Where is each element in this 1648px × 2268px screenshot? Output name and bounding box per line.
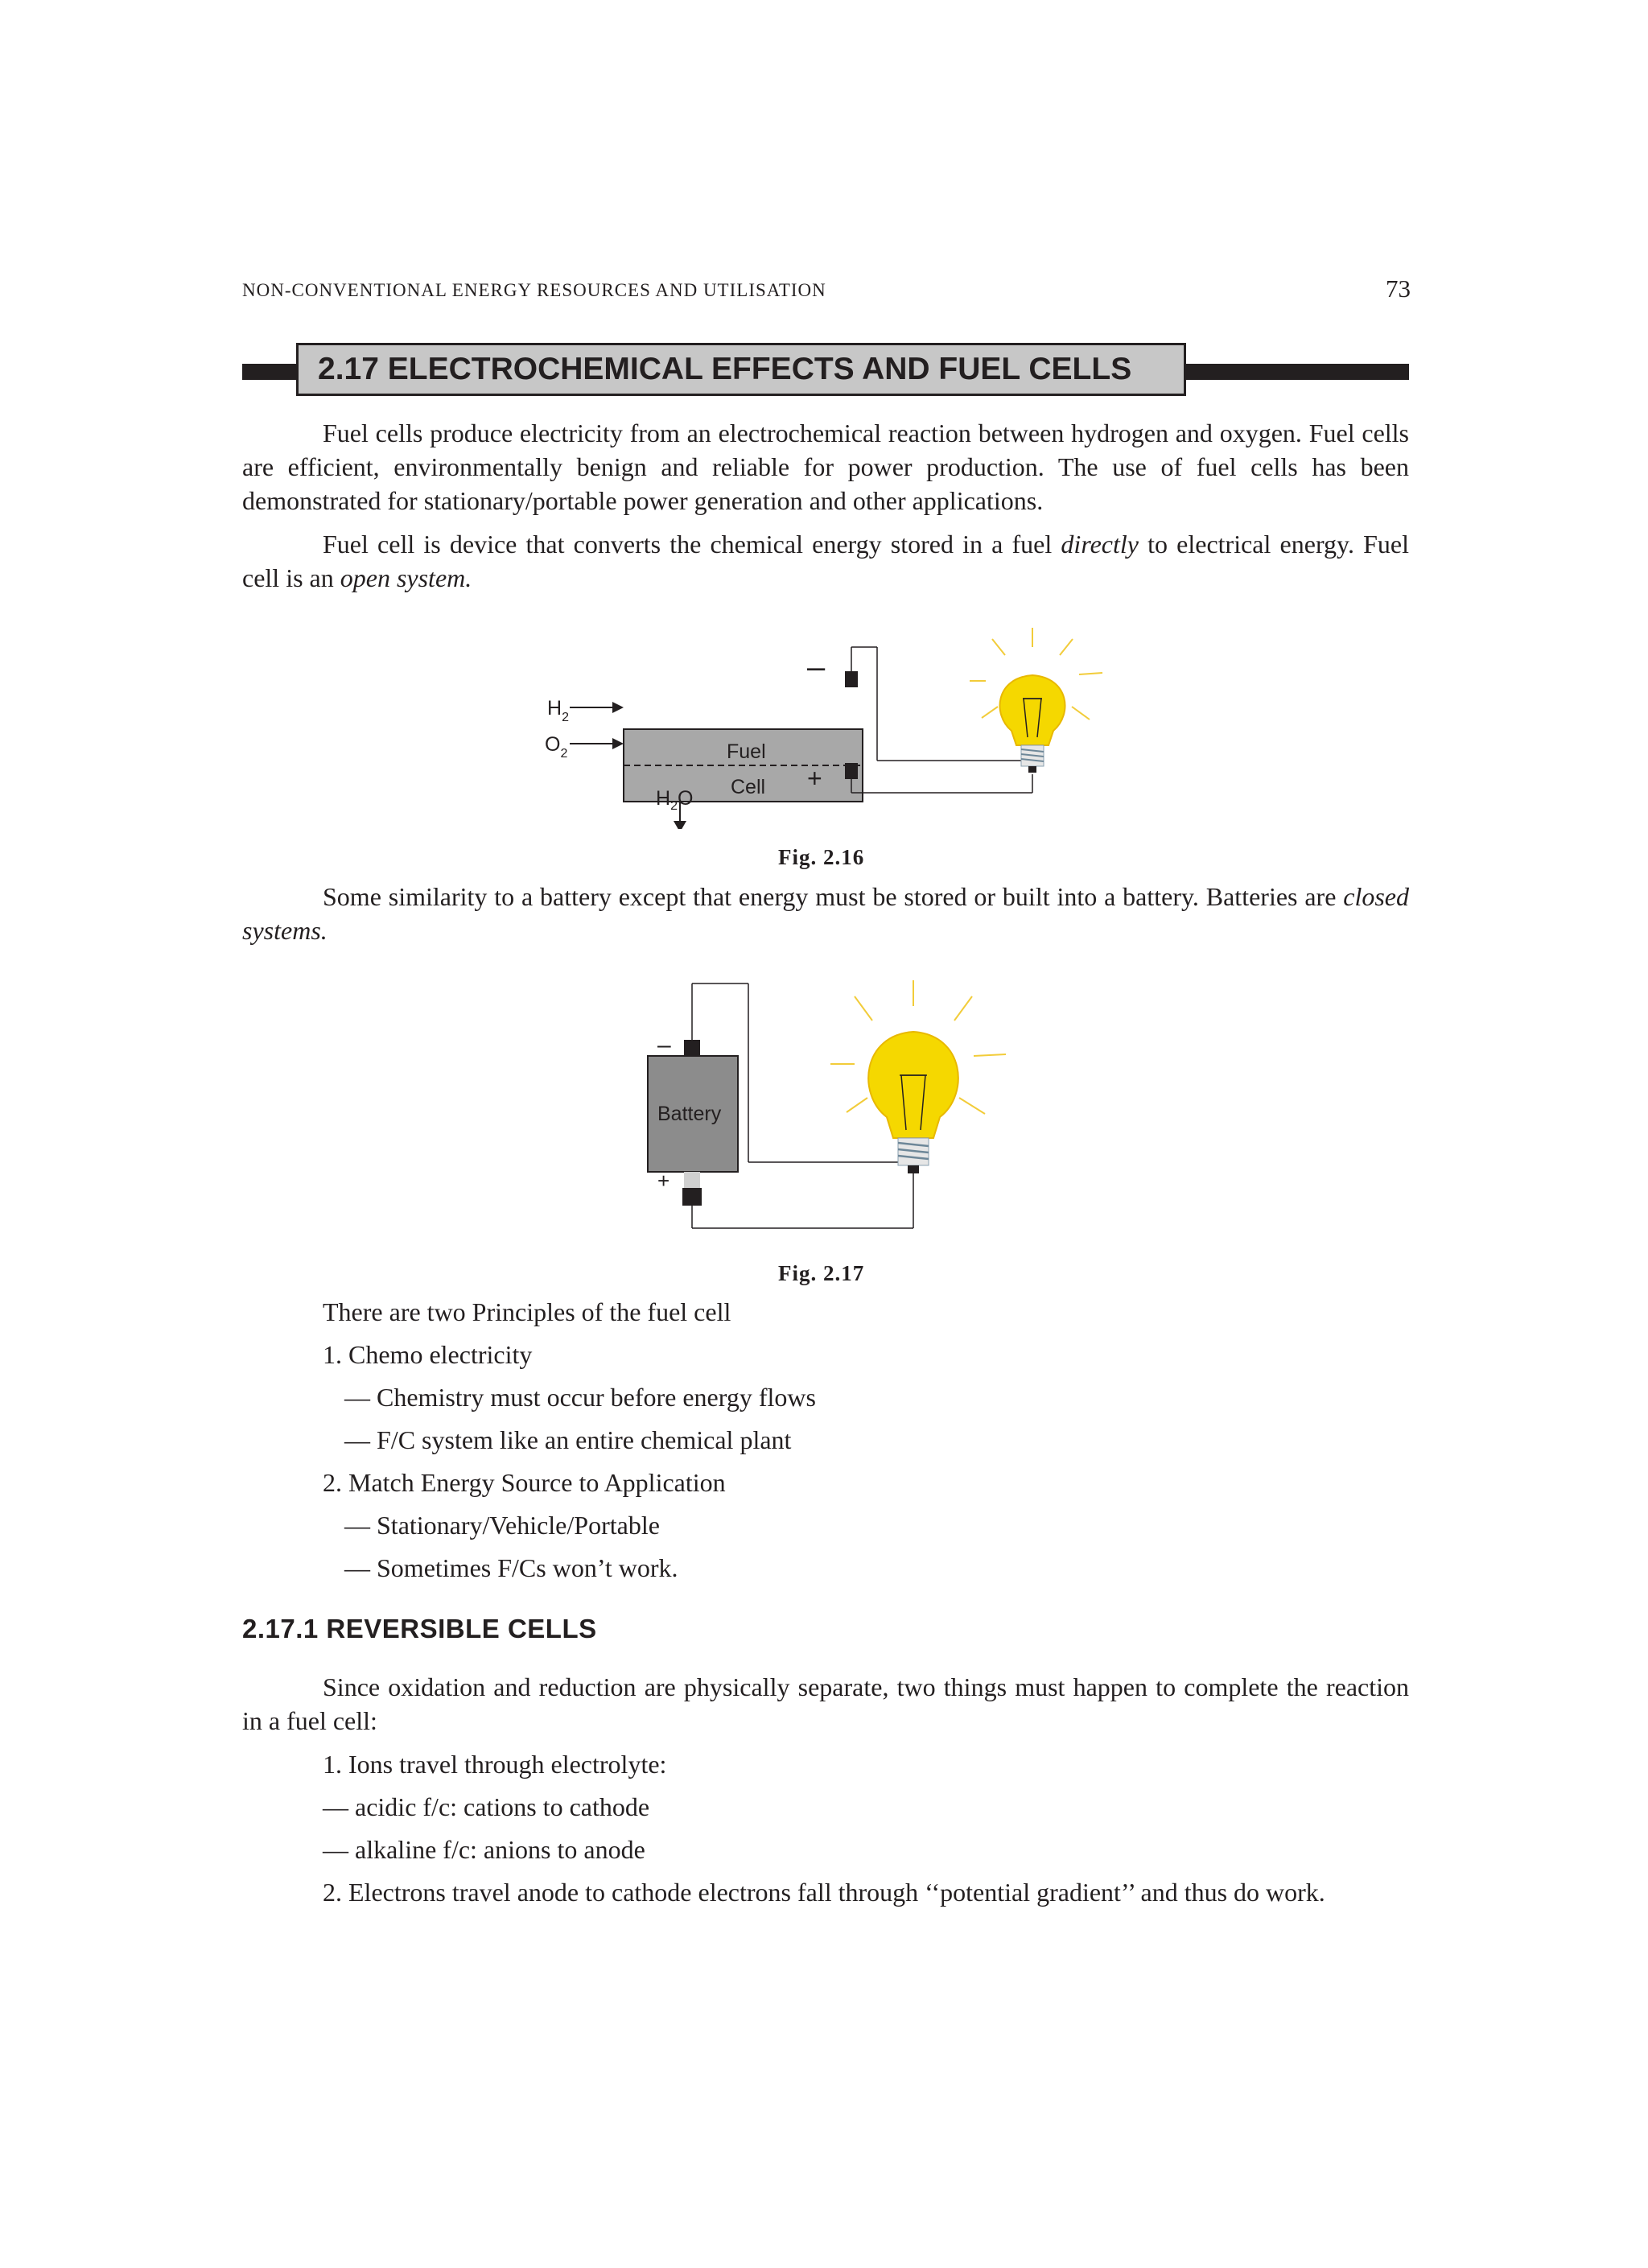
h2o-arrowhead <box>674 821 686 829</box>
figure-2-16-caption: Fig. 2.16 <box>778 845 865 869</box>
principle-2: 2. Match Energy Source to Application <box>323 1468 726 1497</box>
light-bulb-icon <box>868 1032 958 1173</box>
section-heading: 2.17 ELECTROCHEMICAL EFFECTS AND FUEL CELLS <box>296 343 1186 396</box>
reversible-item-1-point-a: — acidic f/c: cations to cathode <box>323 1792 650 1821</box>
battery-negative-terminal <box>684 1040 700 1056</box>
battery-plus-label: + <box>657 1169 670 1193</box>
subsection-heading: 2.17.1 REVERSIBLE CELLS <box>242 1614 597 1643</box>
paragraph-fuel-cells-intro: Fuel cells produce electricity from an electrochemical reaction between hydrogen and oxygen. Fuel cells are efficient, environmentally benign and reliable for power production. The use of fuel cells has been demonstrated for stationary/portable power generation and other applications. <box>242 419 1409 515</box>
negative-terminal <box>845 671 858 687</box>
minus-terminal-label: – <box>807 649 826 685</box>
plus-terminal-label: + <box>807 764 822 793</box>
principle-2-point-a: — Stationary/Vehicle/Portable <box>344 1511 660 1540</box>
battery-label: Battery <box>657 1103 722 1125</box>
reversible-item-2: 2. Electrons travel anode to cathode electrons fall through ‘‘potential gradient’’ and thus do work. <box>323 1878 1325 1907</box>
h2-label: $H_2$ <box>547 697 569 724</box>
principles-intro: There are two Principles of the fuel cell <box>323 1297 731 1326</box>
light-bulb-icon <box>1000 675 1065 773</box>
principle-1-point-b: — F/C system like an entire chemical plant <box>344 1425 792 1454</box>
cell-label: Cell <box>731 776 766 798</box>
battery-positive-terminal <box>682 1188 702 1206</box>
fuel-cell-diagram <box>515 620 1127 829</box>
battery-diagram <box>628 966 1014 1239</box>
reversible-item-1-point-b: — alkaline f/c: anions to anode <box>323 1835 645 1864</box>
paragraph-fuel-cell-definition: Fuel cell is device that converts the chemical energy stored in a fuel directly to electrical energy. Fuel cell is an open system. <box>242 530 1410 592</box>
battery-minus-label: – <box>657 1032 671 1058</box>
h2o-label: $H_2O$ <box>656 787 694 813</box>
positive-terminal <box>845 763 858 779</box>
reversible-item-1: 1. Ions travel through electrolyte: <box>323 1750 667 1779</box>
figure-2-17-caption: Fig. 2.17 <box>778 1261 865 1285</box>
fuel-label: Fuel <box>727 740 766 763</box>
paragraph-reversible-intro: Since oxidation and reduction are physically separate, two things must happen to complete the reaction in a fuel cell: <box>242 1672 1409 1735</box>
running-header: NON-CONVENTIONAL ENERGY RESOURCES AND UTILISATION <box>242 280 826 300</box>
paragraph-battery-comparison: Some similarity to a battery except that energy must be stored or built into a battery. Batteries are closed systems. <box>242 882 1409 945</box>
page-number: 73 <box>1386 274 1411 303</box>
principle-1-point-a: — Chemistry must occur before energy flows <box>344 1383 816 1412</box>
o2-label: $O_2$ <box>545 733 568 761</box>
h2-arrowhead <box>612 702 624 713</box>
principle-2-point-b: — Sometimes F/Cs won’t work. <box>344 1553 678 1582</box>
o2-arrowhead <box>612 738 624 749</box>
principle-1: 1. Chemo electricity <box>323 1340 533 1369</box>
